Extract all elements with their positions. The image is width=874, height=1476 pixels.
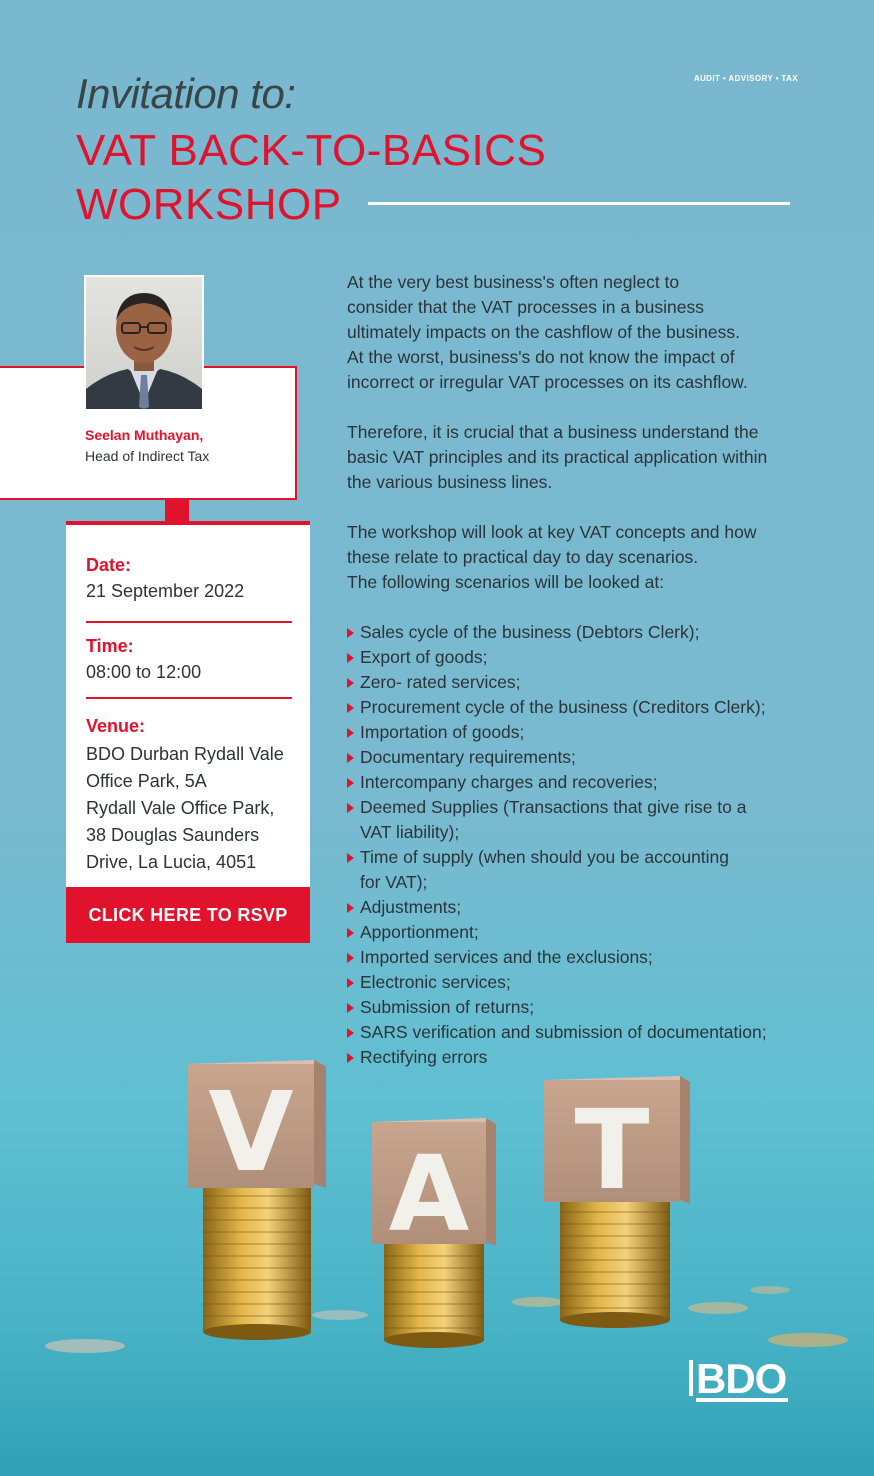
triangle-bullet-icon bbox=[347, 928, 354, 938]
paragraph-line: The following scenarios will be looked at: bbox=[347, 572, 665, 592]
venue-line: 38 Douglas Saunders bbox=[86, 825, 260, 845]
scenario-item bbox=[346, 920, 816, 945]
scenario-text: Procurement cycle of the business (Creditors Clerk); bbox=[360, 697, 766, 717]
scenario-text: Deemed Supplies (Transactions that give rise to a bbox=[360, 797, 747, 817]
scenario-text: Submission of returns; bbox=[360, 997, 535, 1017]
speaker-role: Head of Indirect Tax bbox=[85, 448, 210, 464]
paragraph-line: consider that the VAT processes in a business bbox=[347, 297, 704, 317]
block-letter: T bbox=[574, 1086, 650, 1214]
logo-text: BDO bbox=[696, 1355, 787, 1402]
firm-tagline: AUDIT • ADVISORY • TAX bbox=[693, 74, 798, 83]
triangle-bullet-icon bbox=[347, 1003, 354, 1013]
scenario-text: Rectifying errors bbox=[360, 1047, 488, 1067]
paragraph-line: basic VAT principles and its practical application within bbox=[347, 447, 768, 467]
details-divider bbox=[86, 697, 292, 699]
date-value: 21 September 2022 bbox=[86, 581, 245, 601]
paragraph-line: Therefore, it is crucial that a business understand the bbox=[347, 422, 759, 442]
triangle-bullet-icon bbox=[347, 778, 354, 788]
scenario-text: for VAT); bbox=[360, 872, 428, 892]
speaker-name: Seelan Muthayan, bbox=[85, 427, 204, 443]
scenario-item bbox=[346, 795, 816, 845]
workshop-title bbox=[76, 124, 546, 232]
scenario-text: Zero- rated services; bbox=[360, 672, 521, 692]
scenario-list bbox=[346, 620, 816, 1070]
venue-label: Venue: bbox=[86, 716, 146, 736]
scenario-text: VAT liability); bbox=[360, 822, 460, 842]
paragraph-line: the various business lines. bbox=[347, 472, 553, 492]
event-details-card bbox=[66, 521, 310, 887]
scenario-text: Sales cycle of the business (Debtors Clerk); bbox=[360, 622, 700, 642]
date-label: Date: bbox=[86, 555, 132, 575]
triangle-bullet-icon bbox=[347, 703, 354, 713]
scenario-text: Apportionment; bbox=[360, 922, 479, 942]
scenario-text: SARS verification and submission of documentation; bbox=[360, 1022, 767, 1042]
scenario-item bbox=[346, 945, 816, 970]
workshop-title-line-1: VAT BACK-TO-BASICS bbox=[76, 126, 547, 175]
venue-line: Office Park, 5A bbox=[86, 771, 207, 791]
triangle-bullet-icon bbox=[347, 678, 354, 688]
paragraph-line: incorrect or irregular VAT processes on its cashflow. bbox=[347, 372, 748, 392]
scenario-item bbox=[346, 970, 816, 995]
logo-bar bbox=[689, 1360, 693, 1396]
scenario-item bbox=[346, 845, 816, 895]
scenario-item bbox=[346, 770, 816, 795]
workshop-paragraph bbox=[347, 520, 807, 595]
vat-block bbox=[188, 1060, 326, 1196]
time-label: Time: bbox=[86, 636, 134, 656]
scenario-text: Export of goods; bbox=[360, 647, 488, 667]
intro-paragraph bbox=[347, 270, 807, 395]
triangle-bullet-icon bbox=[347, 1028, 354, 1038]
scenario-text: Time of supply (when should you be accounting bbox=[360, 847, 730, 867]
scenario-item bbox=[346, 695, 816, 720]
bdo-logo bbox=[689, 1356, 801, 1402]
triangle-bullet-icon bbox=[347, 953, 354, 963]
coin-stack bbox=[560, 1200, 670, 1328]
scenario-text: Electronic services; bbox=[360, 972, 511, 992]
triangle-bullet-icon bbox=[347, 628, 354, 638]
scenario-item bbox=[346, 670, 816, 695]
scenario-text: Imported services and the exclusions; bbox=[360, 947, 653, 967]
paragraph-line: At the worst, business's do not know the impact of bbox=[347, 347, 735, 367]
triangle-bullet-icon bbox=[347, 803, 354, 813]
vat-coins-illustration bbox=[0, 1040, 874, 1476]
scenario-text: Importation of goods; bbox=[360, 722, 525, 742]
scenario-item bbox=[346, 620, 816, 645]
vat-block bbox=[372, 1118, 496, 1255]
triangle-bullet-icon bbox=[347, 978, 354, 988]
rsvp-button[interactable]: CLICK HERE TO RSVP bbox=[66, 887, 310, 943]
paragraph-line: At the very best business's often neglect to bbox=[347, 272, 680, 292]
venue-line: BDO Durban Rydall Vale bbox=[86, 744, 284, 764]
coin-stack bbox=[384, 1244, 484, 1348]
venue-line: Rydall Vale Office Park, bbox=[86, 798, 275, 818]
scenario-item bbox=[346, 895, 816, 920]
block-letter: A bbox=[388, 1133, 470, 1255]
workshop-title-line-2: WORKSHOP bbox=[76, 180, 342, 229]
paragraph-line: ultimately impacts on the cashflow of the business. bbox=[347, 322, 740, 342]
paragraph-line: these relate to practical day to day scenarios. bbox=[347, 547, 699, 567]
coin-stack bbox=[203, 1184, 311, 1340]
title-divider bbox=[368, 202, 790, 205]
person-portrait-icon bbox=[86, 277, 202, 409]
invitation-intro: Invitation to: bbox=[76, 70, 296, 117]
scenario-text: Documentary requirements; bbox=[360, 747, 576, 767]
venue-address bbox=[86, 741, 284, 876]
triangle-bullet-icon bbox=[347, 903, 354, 913]
triangle-bullet-icon bbox=[347, 653, 354, 663]
details-divider bbox=[86, 621, 292, 623]
card-connector bbox=[165, 500, 189, 522]
time-value: 08:00 to 12:00 bbox=[86, 662, 202, 682]
scenario-text: Intercompany charges and recoveries; bbox=[360, 772, 658, 792]
venue-line: Drive, La Lucia, 4051 bbox=[86, 852, 257, 872]
vat-block bbox=[544, 1076, 690, 1214]
scenario-item bbox=[346, 995, 816, 1020]
paragraph-line: The workshop will look at key VAT concepts and how bbox=[347, 522, 757, 542]
principles-paragraph bbox=[347, 420, 807, 495]
triangle-bullet-icon bbox=[347, 728, 354, 738]
scenario-item bbox=[346, 645, 816, 670]
block-letter: V bbox=[208, 1068, 294, 1196]
triangle-bullet-icon bbox=[347, 853, 354, 863]
triangle-bullet-icon bbox=[347, 753, 354, 763]
scenario-item bbox=[346, 745, 816, 770]
scenario-item bbox=[346, 720, 816, 745]
speaker-photo bbox=[84, 275, 204, 411]
scenario-text: Adjustments; bbox=[360, 897, 462, 917]
